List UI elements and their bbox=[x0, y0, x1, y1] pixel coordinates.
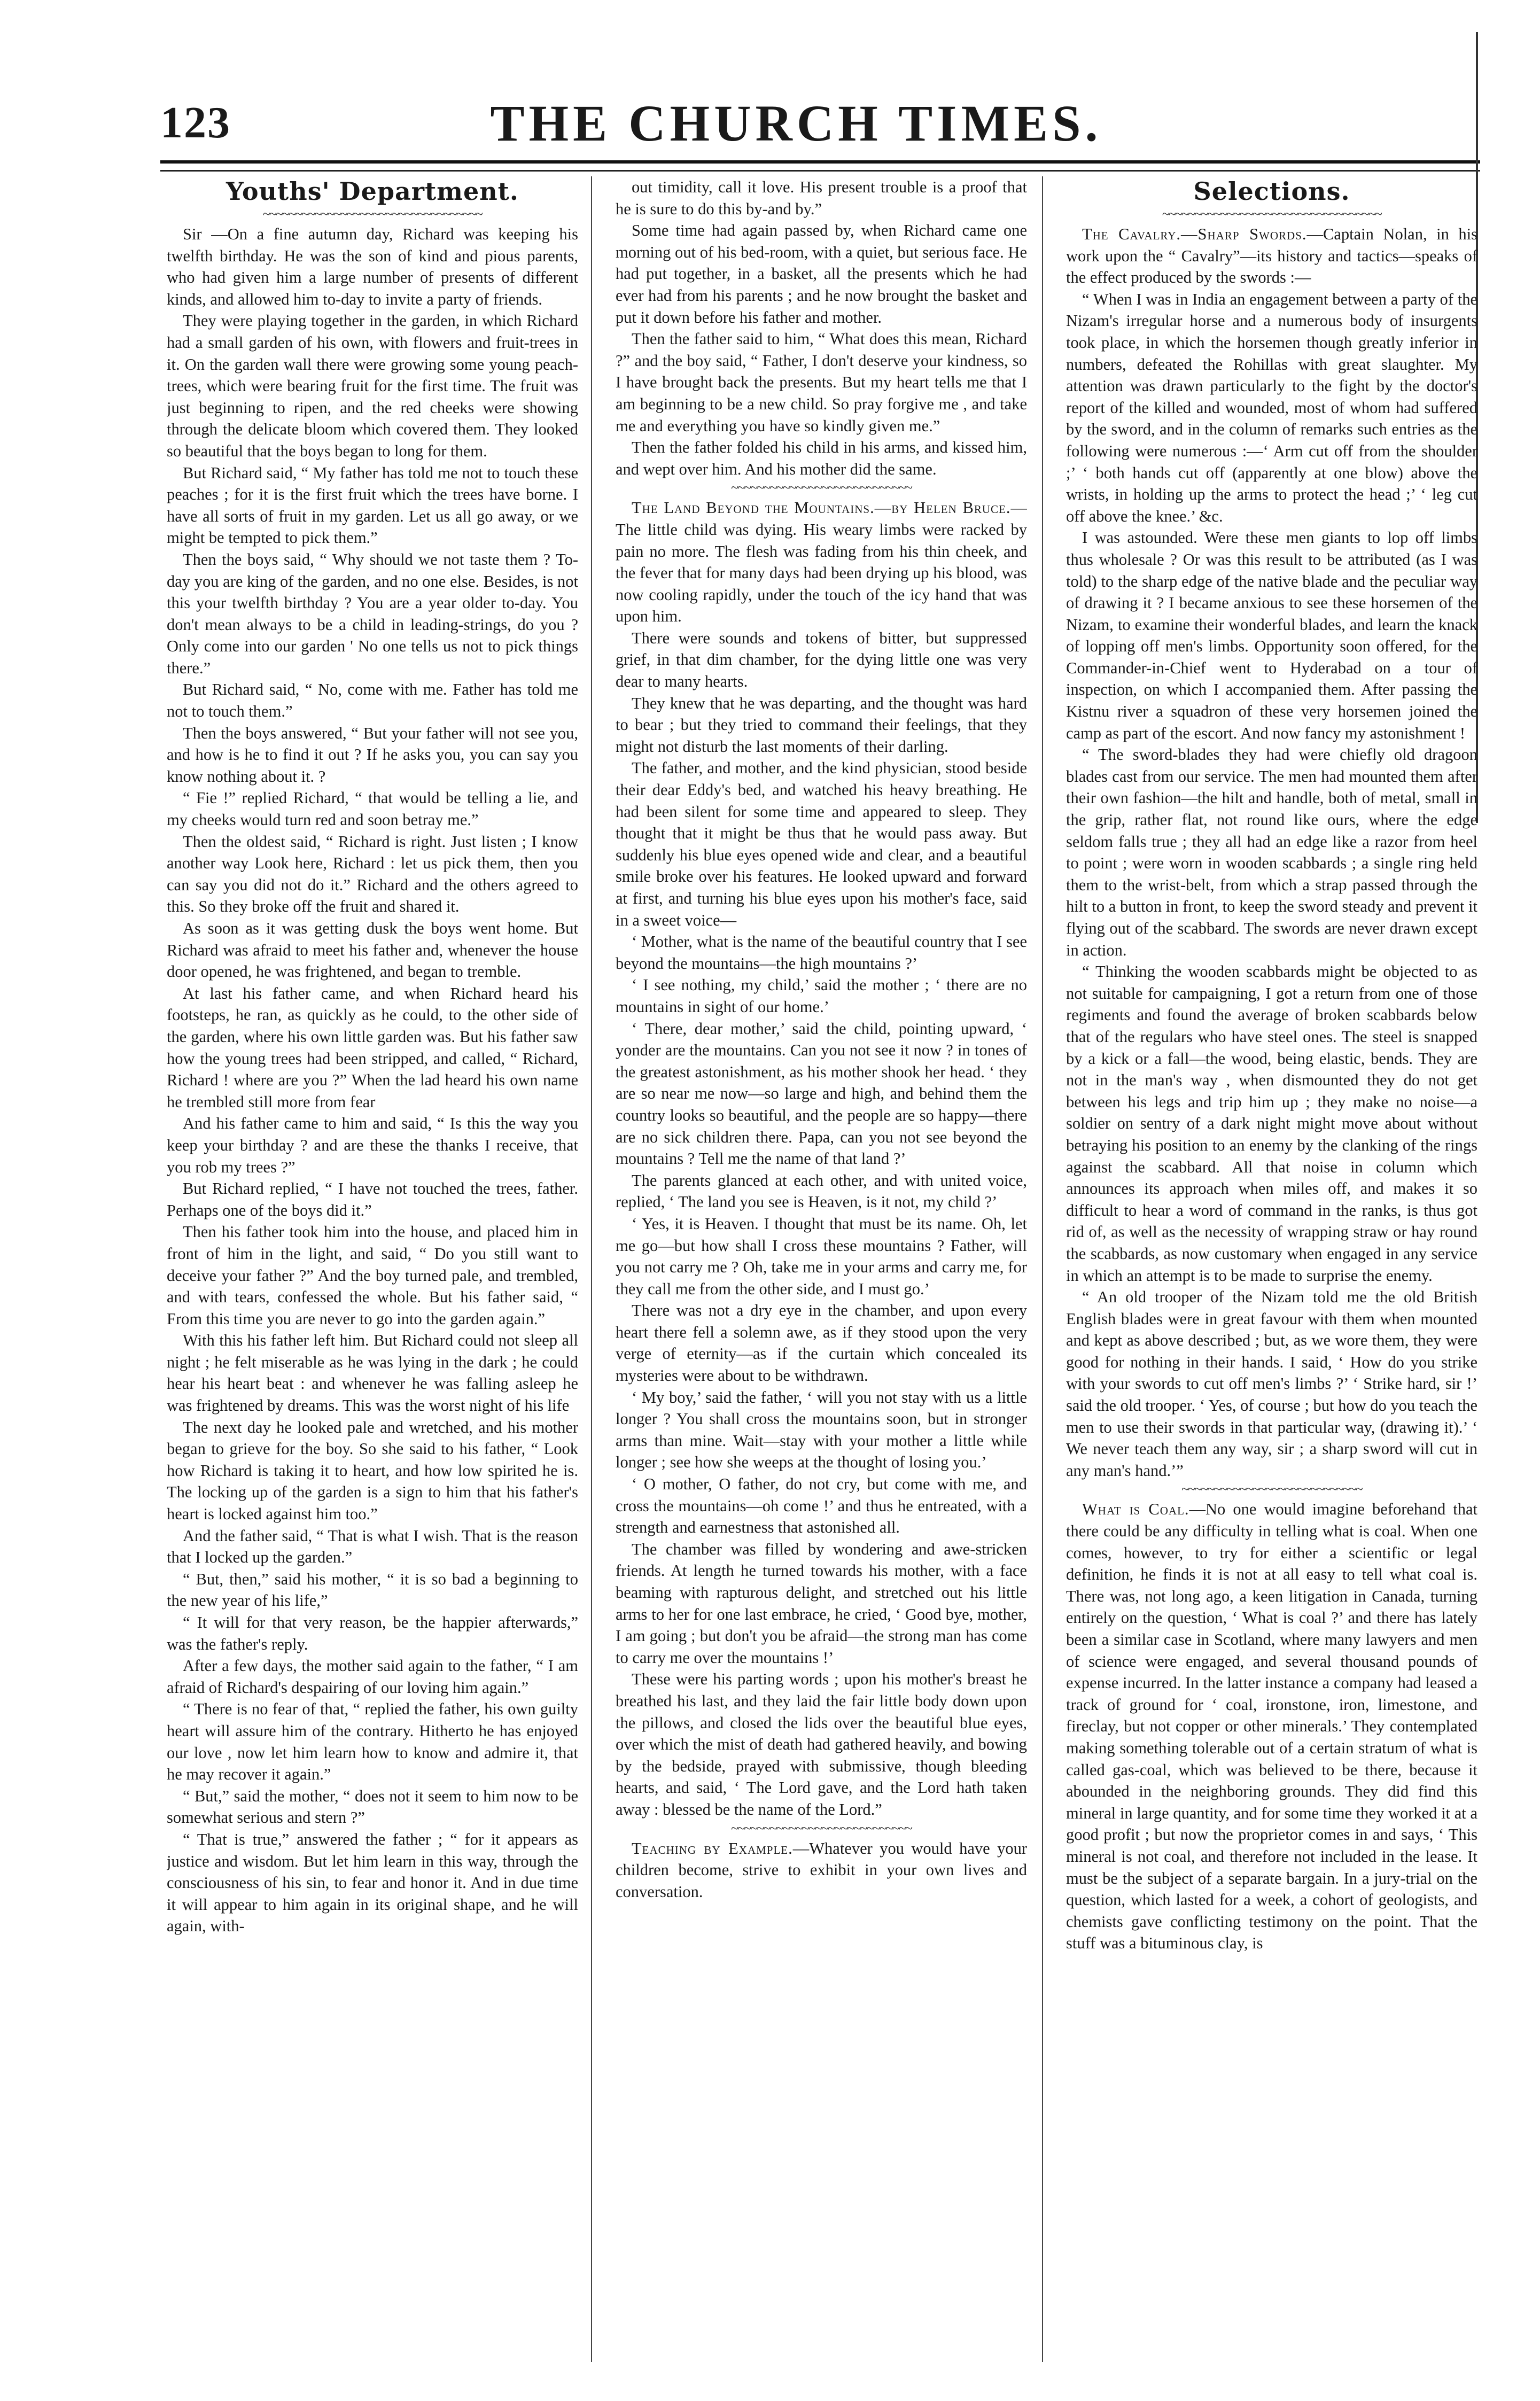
article-paragraph bbox=[1066, 1498, 1477, 1954]
article-title-land-beyond: The Land Beyond the Mountains.—by Helen Bruce. bbox=[632, 499, 1011, 517]
article-lead-text: —The little child was dying. His weary limbs were racked by pain no more. The flesh was fading from his thin cheek, and the fever that for many days had been drying up his blood, was now cooling rapidly, under the touch of the icy hand that was upon him. bbox=[616, 499, 1027, 626]
article-paragraph: At last his father came, and when Richard heard his footsteps, he ran, as quickly as he could, to the other side of the garden, where his own little garden was. But his father saw how the young trees had been stripped, and called, “ Richard, Richard ! where are you ?” When the lad heard his own name he trembled still more from fear bbox=[167, 984, 578, 1111]
section-heading-selections: Selections. bbox=[1193, 177, 1350, 206]
masthead-rule bbox=[160, 160, 1480, 172]
article-text-teaching: —Whatever you would have your children become, strive to exhibit in your own lives and conversation. bbox=[616, 1839, 1027, 1901]
column-divider bbox=[1042, 176, 1043, 2362]
article-body bbox=[167, 223, 578, 1937]
article-body-land-beyond bbox=[616, 627, 1027, 1821]
article-lead-text: —Captain Nolan, in his work upon the “ Cavalry”—its history and tactics—speaks of the effect produced by the swords :— bbox=[1066, 225, 1477, 287]
ornamental-rule: ~~~~~~~~~~~~~~~~~~~~~~~~~~~~ bbox=[731, 481, 912, 495]
article-paragraph bbox=[1066, 223, 1477, 289]
column-youths-department bbox=[167, 176, 578, 2362]
article-title-cavalry: The Cavalry.—Sharp Swords. bbox=[1082, 225, 1307, 243]
article-paragraph: But Richard said, “ No, come with me. Father has told me not to touch them.” bbox=[167, 680, 578, 721]
article-paragraph: Then his father took him into the house, and placed him in front of him in the light, and said, “ Do you still want to deceive your father ?” And the boy turned pale, and trembled, and with tears, confessed the whole. But his father said, “ From this time you are never to go into the garden again.” bbox=[167, 1223, 578, 1328]
ornamental-rule: ~~~~~~~~~~~~~~~~~~~~~~~~~~~~~~~~~~ bbox=[262, 207, 483, 221]
article-paragraph: There was not a dry eye in the chamber, and upon every heart there fell a solemn awe, as if they stood upon the very verge of eternity—as if the curtain which concealed its mysteries were about to be withdrawn. bbox=[616, 1301, 1027, 1385]
article-paragraph: Then the father folded his child in his arms, and kissed him, and wept over him. And his mother did the same. bbox=[616, 438, 1027, 478]
article-paragraph: These were his parting words ; upon his mother's breast he breathed his last, and they laid the fair little body down upon the pillows, and closed the lids over the beautiful blue eyes, over which the mist of death had gathered heavily, and bowing by the bedside, prayed with submissive, though bleeding hearts, and said, ‘ The Lord gave, and the Lord hath taken away : blessed be the name of the Lord.” bbox=[616, 1670, 1027, 1819]
article-paragraph bbox=[616, 497, 1027, 627]
article-paragraph: They knew that he was departing, and the thought was hard to bear ; but they tried to command their feelings, that they might not disturb the last moments of their darling. bbox=[616, 694, 1027, 756]
article-paragraph: The parents glanced at each other, and with united voice, replied, ‘ The land you see is Heaven, is it not, my child ?’ bbox=[616, 1171, 1027, 1211]
article-paragraph: Sir —On a fine autumn day, Richard was keeping his twelfth birthday. He was the son of kind and pious parents, who had given him a large number of presents of different kinds, and allowed him to-day to invite a party of friends. bbox=[167, 225, 578, 308]
article-paragraph: And his father came to him and said, “ Is this the way you keep your birthday ? and are these the thanks I receive, that you rob my trees ?” bbox=[167, 1114, 578, 1176]
article-text-coal: —No one would imagine beforehand that there could be any difficulty in telling what is coal. When one comes, however, to try for either a scientific or legal definition, he finds it is not at all easy to tell what coal is. There was, not long ago, a keen litigation in Canada, turning entirely on the question, ‘ What is coal ?’ and there has lately been a similar case in Scotland, where many lawyers and men of science were engaged, and several thousand pounds of expense incurred. In the latter instance a company had leased a track of ground for ‘ coal, ironstone, iron, limestone, and fireclay, but not copper or other minerals.’ They contemplated making something tolerable out of a certain stratum of what is called gas-coal, which was believed to be there, because it abounded in the neighboring grounds. They did find this mineral in large quantity, and for some time they worked it at a good profit ; but now the proprietor comes in and says, ‘ This mineral is not coal, and therefore not included in the lease. It must be the subject of a separate bargain. In a jury-trial on the question, which lasted for a week, a cohort of geologists, and chemists gave conflicting testimony on the point. That the stuff was a bituminous clay, is bbox=[1066, 1500, 1477, 1953]
column-divider bbox=[591, 176, 592, 2362]
article-paragraph: out timidity, call it love. His present trouble is a proof that he is sure to do this by-and by.” bbox=[616, 178, 1027, 218]
column-middle bbox=[616, 176, 1027, 2362]
article-paragraph: “ An old trooper of the Nizam told me the old British English blades were in great favour with them when mounted and kept as above described ; but, as we wore them, they were good for nothing in their hands. I said, ‘ How do you strike with your swords to cut off men's limbs ?’ ‘ Strike hard, sir !’ said the old trooper. ‘ Yes, of course ; but how do you teach the men to use their swords in that particular way, (drawing it).’ ‘ We never teach them any way, sir ; a sharp sword will cut in any man's hand.’” bbox=[1066, 1288, 1477, 1480]
article-paragraph: “ But,” said the mother, “ does not it seem to him now to be somewhat serious and stern ?” bbox=[167, 1786, 578, 1827]
article-paragraph: “ When I was in India an engagement between a party of the Nizam's irregular horse and a numerous body of insurgents took place, in which the horsemen though greatly inferior in numbers, defeated the Rohillas with great slaughter. My attention was drawn particularly to the fight by the doctor's report of the killed and wounded, most of whom had suffered by the sword, and in the column of remarks such entries as the following were numerous :—‘ Arm cut off from the shoulder ;’ ‘ both hands cut off (apparently at one blow) above the wrists, in holding up the arms to protect the head ;’ ‘ leg cut off above the knee.’ &c. bbox=[1066, 290, 1477, 525]
article-paragraph: “ The sword-blades they had were chiefly old dragoon blades cast from our service. The men had mounted them after their own fashion—the hilt and handle, both of metal, small in the grip, rather flat, not round like ours, where the edge seldom falls true ; they all had an edge like a razor from heel to point ; were worn in wooden scabbards ; a single ring held them to the wrist-belt, from which a strap passed through the hilt to a button in front, to keep the sword steady and prevent it flying out of the scabbard. The swords are never drawn except in action. bbox=[1066, 745, 1477, 959]
article-paragraph: The chamber was filled by wondering and awe-stricken friends. At length he turned towards his mother, with a face beaming with rapturous delight, and stretched out his little arms to her for one last embrace, he cried, ‘ Good bye, mother, I am going ; but don't you be afraid—the strong man has come to carry me over the mountains !’ bbox=[616, 1540, 1027, 1667]
page-number: 123 bbox=[160, 98, 231, 147]
article-paragraph: But Richard said, “ My father has told me not to touch these peaches ; for it is the first fruit which the trees have borne. I have all sorts of fruit in my garden. Let us all go away, or we might be tempted to pick them.” bbox=[167, 463, 578, 547]
article-paragraph: “ Fie !” replied Richard, “ that would be telling a lie, and my cheeks would turn red and soon betray me.” bbox=[167, 789, 578, 829]
article-paragraph: “ There is no fear of that, “ replied the father, his own guilty heart will assure him of the contrary. Hitherto he has enjoyed our love , now let him learn how to know and admire it, that he may recover it again.” bbox=[167, 1700, 578, 1784]
masthead bbox=[160, 94, 1432, 152]
section-heading-youths: Youths' Department. bbox=[226, 177, 519, 206]
article-paragraph: “ But, then,” said his mother, “ it is so bad a beginning to the new year of his life,” bbox=[167, 1569, 578, 1610]
article-paragraph: Then the oldest said, “ Richard is right. Just listen ; I know another way Look here, Richard : let us pick them, then you can say you did not do it.” Richard and the others agreed to this. So they broke off the fruit and shared it. bbox=[167, 832, 578, 916]
article-paragraph: “ It will for that very reason, be the happier afterwards,” was the father's reply. bbox=[167, 1613, 578, 1653]
article-body-cavalry bbox=[1066, 289, 1477, 1482]
article-paragraph: After a few days, the mother said again to the father, “ I am afraid of Richard's despairing of our loving him again.” bbox=[167, 1657, 578, 1697]
article-paragraph: “ That is true,” answered the father ; “ for it appears as justice and wisdom. But let him learn in this way, through the consciousness of his sin, to fear and honor it. And in due time it will appear to him again in its original shape, and he will again, with- bbox=[167, 1830, 578, 1936]
ornamental-rule: ~~~~~~~~~~~~~~~~~~~~~~~~~~~~ bbox=[1181, 1482, 1362, 1497]
article-paragraph: Then the boys answered, “ But your father will not see you, and how is he to find it out ? If he asks you, you can say you know nothing about it. ? bbox=[167, 724, 578, 786]
article-paragraph: I was astounded. Were these men giants to lop off limbs thus wholesale ? Or was this result to be attributed (as I was told) to the sharp edge of the native blade and the peculiar way of drawing it ? I became anxious to see these horsemen of the Nizam, to examine their wonderful blades, and learn the knack of lopping off men's limbs. Opportunity soon offered, for the Commander-in-Chief went to Hyderabad on a tour of inspection, on which I accompanied them. After passing the Kistnu river a squadron of these very horsemen joined the camp as part of the escort. And now fancy my astonishment ! bbox=[1066, 529, 1477, 742]
article-paragraph: ‘ My boy,’ said the father, ‘ will you not stay with us a little longer ? You shall cross the mountains soon, but in stronger arms than mine. Wait—stay with your mother a little while longer ; see how she weeps at the thought of losing you.’ bbox=[616, 1388, 1027, 1472]
article-paragraph: As soon as it was getting dusk the boys went home. But Richard was afraid to meet his father and, whenever the house door opened, he was frightened, and began to tremble. bbox=[167, 919, 578, 981]
article-paragraph: The father, and mother, and the kind physician, stood beside their dear Eddy's bed, and watched his heavy breathing. He had been silent for some time and appeared to sleep. They thought that it might be thus that he would pass away. But suddenly his blue eyes opened wide and clear, and a beautiful smile broke over his features. He looked upward and forward at first, and turning his blue eyes upon his mother's face, said in a sweet voice— bbox=[616, 759, 1027, 929]
article-paragraph: Then the father said to him, “ What does this mean, Richard ?” and the boy said, “ Father, I don't deserve your kindness, so I have brought back the presents. But my heart tells me that I am beginning to be a new child. So pray forgive me , and take me and everything you have so kindly given me.” bbox=[616, 330, 1027, 435]
ornamental-rule: ~~~~~~~~~~~~~~~~~~~~~~~~~~~~ bbox=[731, 1821, 912, 1836]
article-paragraph: Then the boys said, “ Why should we not taste them ? To-day you are king of the garden, and no one else. Besides, is not this your twelfth birthday ? You are a year older to-day. You don't mean always to be a child in leading-strings, do you ? Only come into our garden ' No one tells us not to pick things there.” bbox=[167, 550, 578, 677]
article-paragraph: There were sounds and tokens of bitter, but suppressed grief, in that dim chamber, for the dying little one was very dear to many hearts. bbox=[616, 628, 1027, 691]
article-paragraph: Some time had again passed by, when Richard came one morning out of his bed-room, with a quiet, but serious face. He had put together, in a basket, all the presents which he had ever had from his parents ; and he now brought the basket and put it down before his father and mother. bbox=[616, 221, 1027, 327]
article-paragraph: “ Thinking the wooden scabbards might be objected to as not suitable for campaigning, I got a return from one of those regiments and found the average of broken scabbards below that of the regulars who have steel ones. The steel is snapped by a kick or a fall—the wood, being elastic, bends. They are not in the man's way , when dismounted they do not get between his legs and trip him up ; they make no noise—a soldier on sentry of a dark night might move about without betraying his position to an enemy by the clanking of the rings against the scabbard. All that noise in column which announces its approach when miles off, and makes it so difficult to hear a word of command in the ranks, is thus got rid of, as well as the necessity of wrapping straw or hay round the scabbards, as now customary when engaged in any service in which an attempt is to be made to surprise the enemy. bbox=[1066, 962, 1477, 1285]
article-title-coal: What is Coal. bbox=[1082, 1500, 1189, 1519]
article-paragraph: The next day he looked pale and wretched, and his mother began to grieve for the boy. So she said to his father, “ Look how Richard is taking it to heart, and how low spirited he is. The locking up of the garden is a sign to him that his father's heart is locked against him too.” bbox=[167, 1418, 578, 1524]
article-paragraph: ‘ Yes, it is Heaven. I thought that must be its name. Oh, let me go—but how shall I cross these mountains ? Father, will you not carry me ? Oh, take me in your arms and carry me, for they call me from the other side, and I must go.’ bbox=[616, 1214, 1027, 1298]
column-selections bbox=[1066, 176, 1477, 2362]
article-paragraph: ‘ I see nothing, my child,’ said the mother ; ‘ there are no mountains in sight of our home.’ bbox=[616, 976, 1027, 1016]
article-paragraph: They were playing together in the garden, in which Richard had a small garden of his own, with flowers and fruit-trees in it. On the garden wall there were growing some young peach-trees, which were bearing fruit for the first time. The fruit was just beginning to ripen, and the red cheeks were showing through the delicate bloom which covered them. They looked so beautiful that the boys began to long for them. bbox=[167, 312, 578, 460]
ornamental-rule: ~~~~~~~~~~~~~~~~~~~~~~~~~~~~~~~~~~ bbox=[1162, 207, 1382, 221]
article-paragraph: ‘ O mother, O father, do not cry, but come with me, and cross the mountains—oh come !’ and thus he entreated, with a strength and earnestness that astonished all. bbox=[616, 1475, 1027, 1537]
article-body-continued bbox=[616, 176, 1027, 480]
paper-title: THE CHURCH TIMES. bbox=[490, 95, 1102, 152]
article-paragraph: ‘ There, dear mother,’ said the child, pointing upward, ‘ yonder are the mountains. Can you not see it now ? in tones of the greatest astonishment, as his mother shook her head. ‘ they are so near me now—so large and high, and behind them the country looks so beautiful, and the people are so happy—there are no sick children there. Papa, can you not see beyond the mountains ? Tell me the name of that land ?’ bbox=[616, 1019, 1027, 1168]
article-paragraph: ‘ Mother, what is the name of the beautiful country that I see beyond the mountains—the high mountains ?’ bbox=[616, 933, 1027, 973]
article-paragraph bbox=[616, 1838, 1027, 1903]
article-paragraph: And the father said, “ That is what I wish. That is the reason that I locked up the garden.” bbox=[167, 1526, 578, 1567]
article-paragraph: With this his father left him. But Richard could not sleep all night ; he felt miserable as he was lying in the dark ; he could hear his heart beat : and whenever he was falling asleep he was frightened by dreams. This was the worst night of his life bbox=[167, 1331, 578, 1415]
article-paragraph: But Richard replied, “ I have not touched the trees, father. Perhaps one of the boys did it.” bbox=[167, 1179, 578, 1219]
article-title-teaching: Teaching by Example. bbox=[632, 1839, 793, 1858]
